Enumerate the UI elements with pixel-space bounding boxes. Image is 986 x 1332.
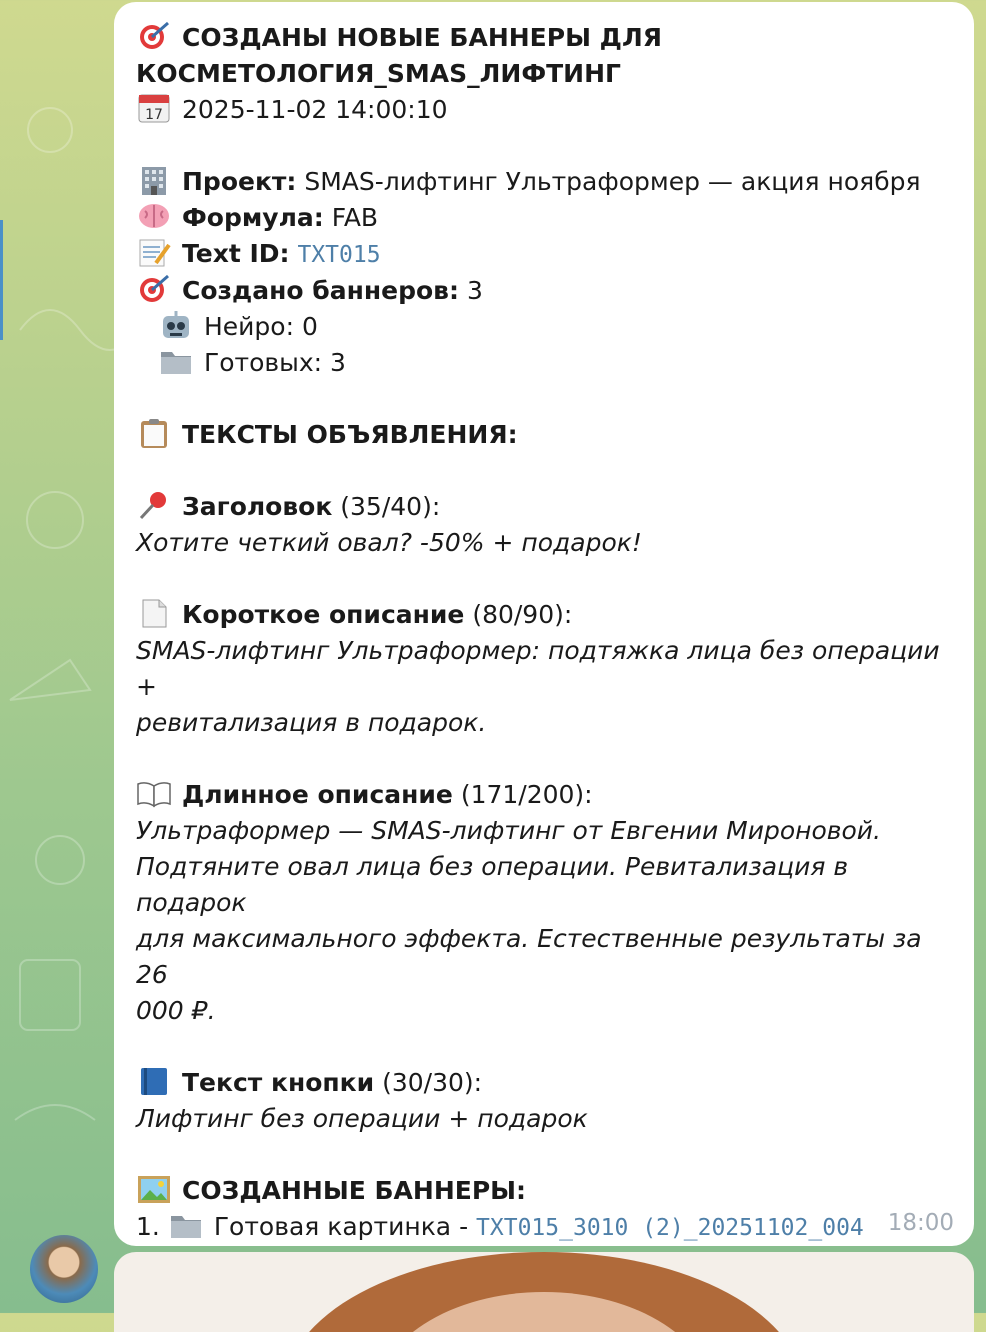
button-label-line: Текст кнопки (30/30): (136, 1065, 950, 1101)
page-icon (136, 598, 172, 628)
neuro-line: Нейро: 0 (136, 309, 950, 345)
brain-icon (136, 201, 172, 231)
avatar[interactable] (30, 1235, 98, 1303)
long-text-4: 000 ₽. (136, 996, 216, 1025)
headline-text: Хотите четкий овал? -50% + подарок! (136, 528, 642, 557)
dart-icon (136, 274, 172, 304)
short-text-1: SMAS-лифтинг Ультраформер: подтяжка лица без операции + (136, 636, 940, 701)
clipboard-icon (136, 418, 172, 448)
message-title: СОЗДАНЫ НОВЫЕ БАННЕРЫ ДЛЯ (136, 20, 950, 56)
building-icon (136, 165, 172, 195)
memo-icon (136, 237, 172, 267)
textid-line: Text ID: TXT015 (136, 236, 950, 273)
project-line: Проект: SMAS-лифтинг Ультраформер — акция ноября (136, 164, 950, 200)
message-title-2: КОСМЕТОЛОГИЯ_SMAS_ЛИФТИНГ (136, 59, 621, 88)
photo-preview (114, 1252, 974, 1332)
long-label-line: Длинное описание (171/200): (136, 777, 950, 813)
folder-icon (168, 1210, 204, 1240)
blue-book-icon (136, 1066, 172, 1096)
headline-label-line: Заголовок (35/40): (136, 489, 950, 525)
ready-line: Готовых: 3 (136, 345, 950, 381)
formula-line: Формула: FAB (136, 200, 950, 236)
banner-link[interactable]: TXT015_3010 (2)_20251102_004 (476, 1215, 864, 1241)
banners-heading: СОЗДАННЫЕ БАННЕРЫ: (136, 1173, 950, 1209)
textid-link[interactable]: TXT015 (297, 242, 381, 268)
created-line: Создано баннеров: 3 (136, 273, 950, 309)
datetime-line: 17 2025-11-02 14:00:10 (136, 92, 950, 128)
svg-text:17: 17 (145, 107, 163, 123)
button-text: Лифтинг без операции + подарок (136, 1104, 588, 1133)
dart-icon (136, 21, 172, 51)
calendar-icon (136, 93, 172, 123)
banner-item: 1. Готовая картинка - TXT015_3010 (2)_20251102_004 (136, 1212, 864, 1241)
next-photo-message[interactable] (114, 1252, 974, 1332)
folder-icon (158, 346, 194, 376)
long-text-1: Ультраформер — SMAS-лифтинг от Евгении Мироновой. (136, 816, 881, 845)
message-time: 18:00 (887, 1210, 954, 1236)
short-label-line: Короткое описание (80/90): (136, 597, 950, 633)
pushpin-icon (136, 490, 172, 520)
robot-icon (158, 310, 194, 340)
message-bubble (114, 2, 974, 1246)
long-text-2: Подтяните овал лица без операции. Ревитализация в подарок (136, 852, 849, 917)
scroll-indicator (0, 220, 3, 340)
long-text-3: для максимального эффекта. Естественные результаты за 26 (136, 924, 922, 989)
book-icon (136, 778, 172, 808)
texts-heading: ТЕКСТЫ ОБЪЯВЛЕНИЯ: (136, 417, 950, 453)
short-text-2: ревитализация в подарок. (136, 708, 487, 737)
picture-icon (136, 1174, 172, 1204)
